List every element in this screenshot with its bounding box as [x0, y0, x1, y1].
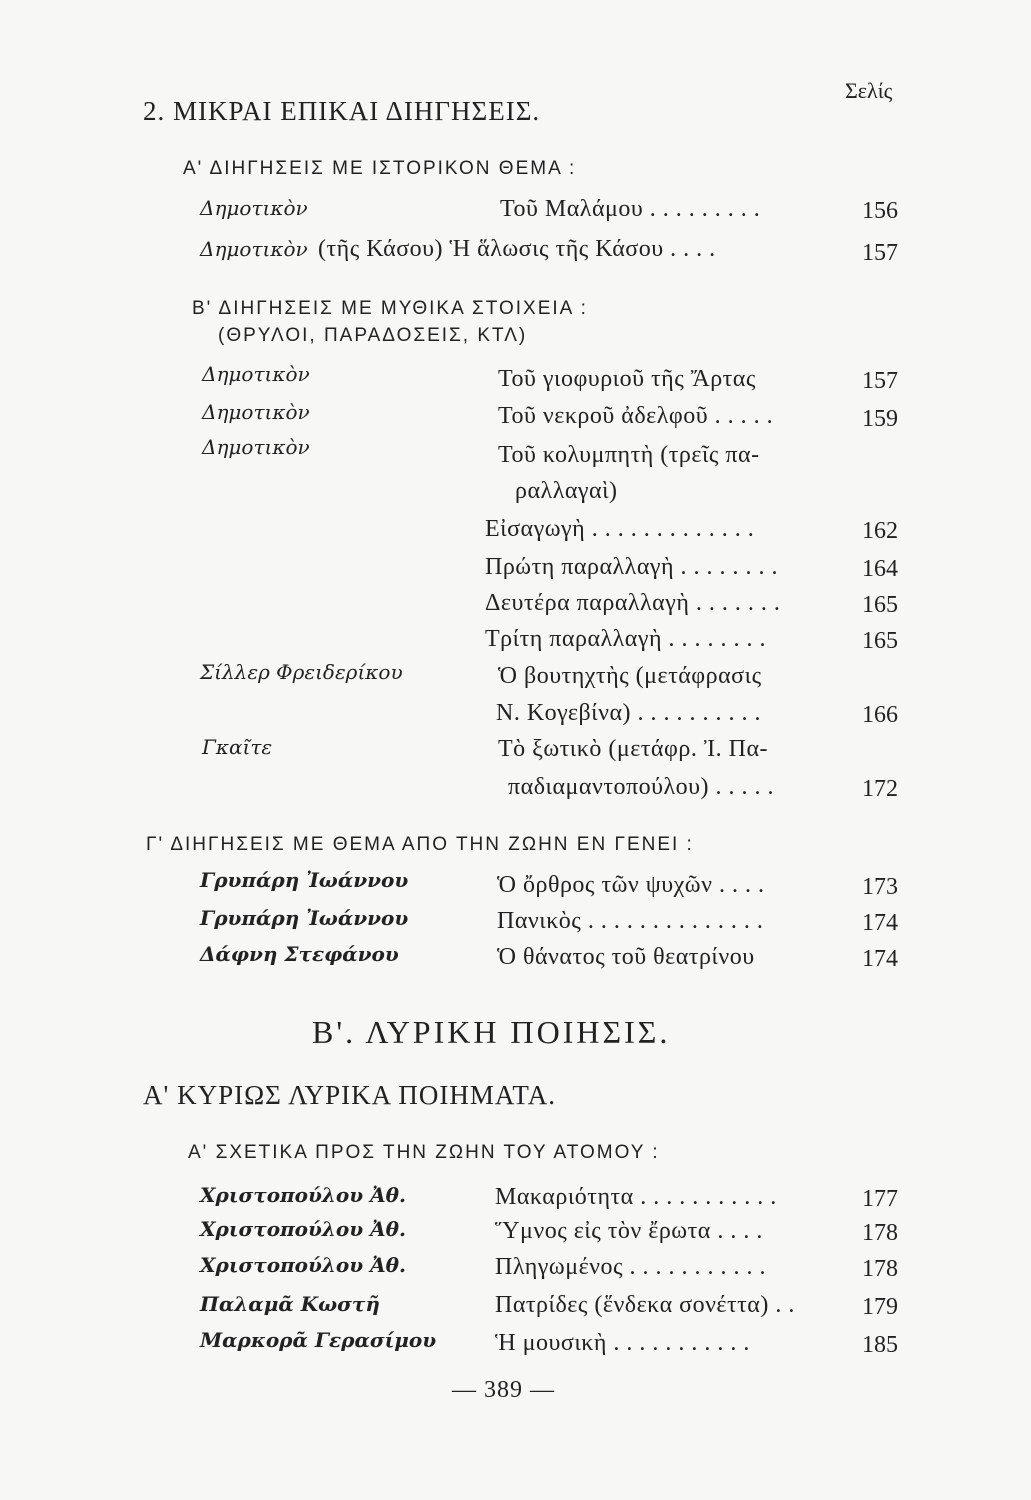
entry-title: Μακαριότητα . . . . . . . . . . .: [495, 1184, 777, 1210]
entry-author: Γρυπάρη Ἰωάννου: [200, 906, 409, 930]
entry-page: 165: [862, 628, 898, 654]
entry-author: Γκαῖτε: [202, 735, 273, 759]
entry-page: 177: [862, 1186, 898, 1212]
entry-page: 178: [862, 1256, 898, 1282]
part-lyric-poetry: Β'. ΛΥΡΙΚΗ ΠΟΙΗΣΙΣ.: [312, 1014, 671, 1050]
entry-title: Τοῦ κολυμπητὴ (τρεῖς πα-: [498, 442, 760, 468]
entry-title: Ἡ μουσικὴ . . . . . . . . . . .: [495, 1330, 750, 1356]
entry-title: Πατρίδες (ἕνδεκα σονέττα) . .: [495, 1292, 795, 1318]
entry-title: Πληγωμένος . . . . . . . . . . .: [495, 1254, 767, 1280]
entry-page: 172: [862, 776, 898, 802]
entry-page: 185: [862, 1332, 898, 1358]
entry-title: (τῆς Κάσου) Ἡ ἅλωσις τῆς Κάσου . . . .: [318, 236, 716, 262]
entry-title: ραλλαγαὶ): [515, 478, 618, 504]
entry-author: Δημοτικὸν: [202, 435, 310, 459]
entry-title: Πανικὸς . . . . . . . . . . . . . .: [497, 908, 764, 934]
entry-title: Ν. Κογεβίνα) . . . . . . . . . .: [496, 700, 762, 726]
entry-page: 165: [862, 592, 898, 618]
entry-author: Χριστοπούλου Ἀθ.: [200, 1183, 406, 1207]
entry-page: 166: [862, 702, 898, 728]
entry-author: Σίλλερ Φρειδερίκου: [200, 660, 403, 684]
entry-title: Τρίτη παραλλαγὴ . . . . . . . .: [485, 626, 767, 652]
entry-title: Ὕμνος εἰς τὸν ἔρωτα . . . .: [495, 1218, 763, 1244]
entry-author: Δημοτικὸν: [200, 196, 308, 220]
entry-title: παδιαμαντοπούλου) . . . . .: [508, 774, 774, 800]
entry-author: Παλαμᾶ Κωστῆ: [200, 1292, 380, 1316]
entry-page: 156: [862, 198, 898, 224]
entry-page: 157: [862, 368, 898, 394]
entry-page: 174: [862, 946, 898, 972]
entry-author: Δημοτικὸν: [200, 237, 308, 261]
entry-page: 164: [862, 556, 898, 582]
section-title: 2. ΜΙΚΡΑΙ ΕΠΙΚΑΙ ΔΙΗΓΗΣΕΙΣ.: [143, 96, 541, 126]
page-column-label: Σελίς: [845, 78, 893, 103]
entry-title: Τοῦ γιοφυριοῦ τῆς Ἄρτας: [498, 366, 756, 392]
entry-author: Χριστοπούλου Ἀθ.: [200, 1217, 406, 1241]
entry-author: Γρυπάρη Ἰωάννου: [200, 868, 409, 892]
page-number: — 389 —: [452, 1377, 555, 1403]
entry-page: 162: [862, 518, 898, 544]
entry-page: 178: [862, 1220, 898, 1246]
entry-author: Δημοτικὸν: [202, 362, 310, 386]
entry-title: Δευτέρα παραλλαγὴ . . . . . . .: [485, 590, 781, 616]
entry-page: 157: [862, 240, 898, 266]
entry-author: Μαρκορᾶ Γερασίμου: [200, 1328, 437, 1352]
heading-historical: Α' ΔΙΗΓΗΣΕΙΣ ΜΕ ΙΣΤΟΡΙΚΟΝ ΘΕΜΑ :: [183, 158, 577, 179]
entry-title: Πρώτη παραλλαγὴ . . . . . . . .: [485, 554, 779, 580]
entry-title: Τὸ ξωτικὸ (μετάφρ. Ἰ. Πα-: [498, 736, 769, 762]
entry-page: 174: [862, 910, 898, 936]
heading-life: Γ' ΔΙΗΓΗΣΕΙΣ ΜΕ ΘΕΜΑ ΑΠΟ ΤΗΝ ΖΩΗΝ ΕΝ ΓΕΝΕΙ :: [146, 834, 694, 855]
entry-page: 159: [862, 406, 898, 432]
entry-title: Ὁ βουτηχτὴς (μετάφρασις: [498, 663, 762, 689]
heading-individual-life: Α' ΣΧΕΤΙΚΑ ΠΡΟΣ ΤΗΝ ΖΩΗΝ ΤΟΥ ΑΤΟΜΟΥ :: [188, 1142, 660, 1163]
entry-title: Τοῦ νεκροῦ ἀδελφοῦ . . . . .: [498, 403, 774, 429]
entry-author: Δημοτικὸν: [202, 400, 310, 424]
entry-author: Δάφνη Στεφάνου: [200, 942, 399, 966]
subpart-lyric-poems: Α' ΚΥΡΙΩΣ ΛΥΡΙΚΑ ΠΟΙΗΜΑΤΑ.: [143, 1080, 557, 1110]
entry-page: 173: [862, 874, 898, 900]
subheading-mythical: (ΘΡΥΛΟΙ, ΠΑΡΑΔΟΣΕΙΣ, ΚΤΛ): [218, 325, 528, 346]
heading-mythical: Β' ΔΙΗΓΗΣΕΙΣ ΜΕ ΜΥΘΙΚΑ ΣΤΟΙΧΕΙΑ :: [192, 298, 588, 319]
entry-author: Χριστοπούλου Ἀθ.: [200, 1253, 406, 1277]
entry-title: Τοῦ Μαλάμου . . . . . . . . .: [500, 196, 761, 222]
entry-title: Εἰσαγωγὴ . . . . . . . . . . . . .: [485, 516, 755, 542]
entry-page: 179: [862, 1294, 898, 1320]
entry-title: Ὁ ὄρθρος τῶν ψυχῶν . . . .: [497, 872, 765, 898]
entry-title: Ὁ θάνατος τοῦ θεατρίνου: [497, 944, 755, 970]
